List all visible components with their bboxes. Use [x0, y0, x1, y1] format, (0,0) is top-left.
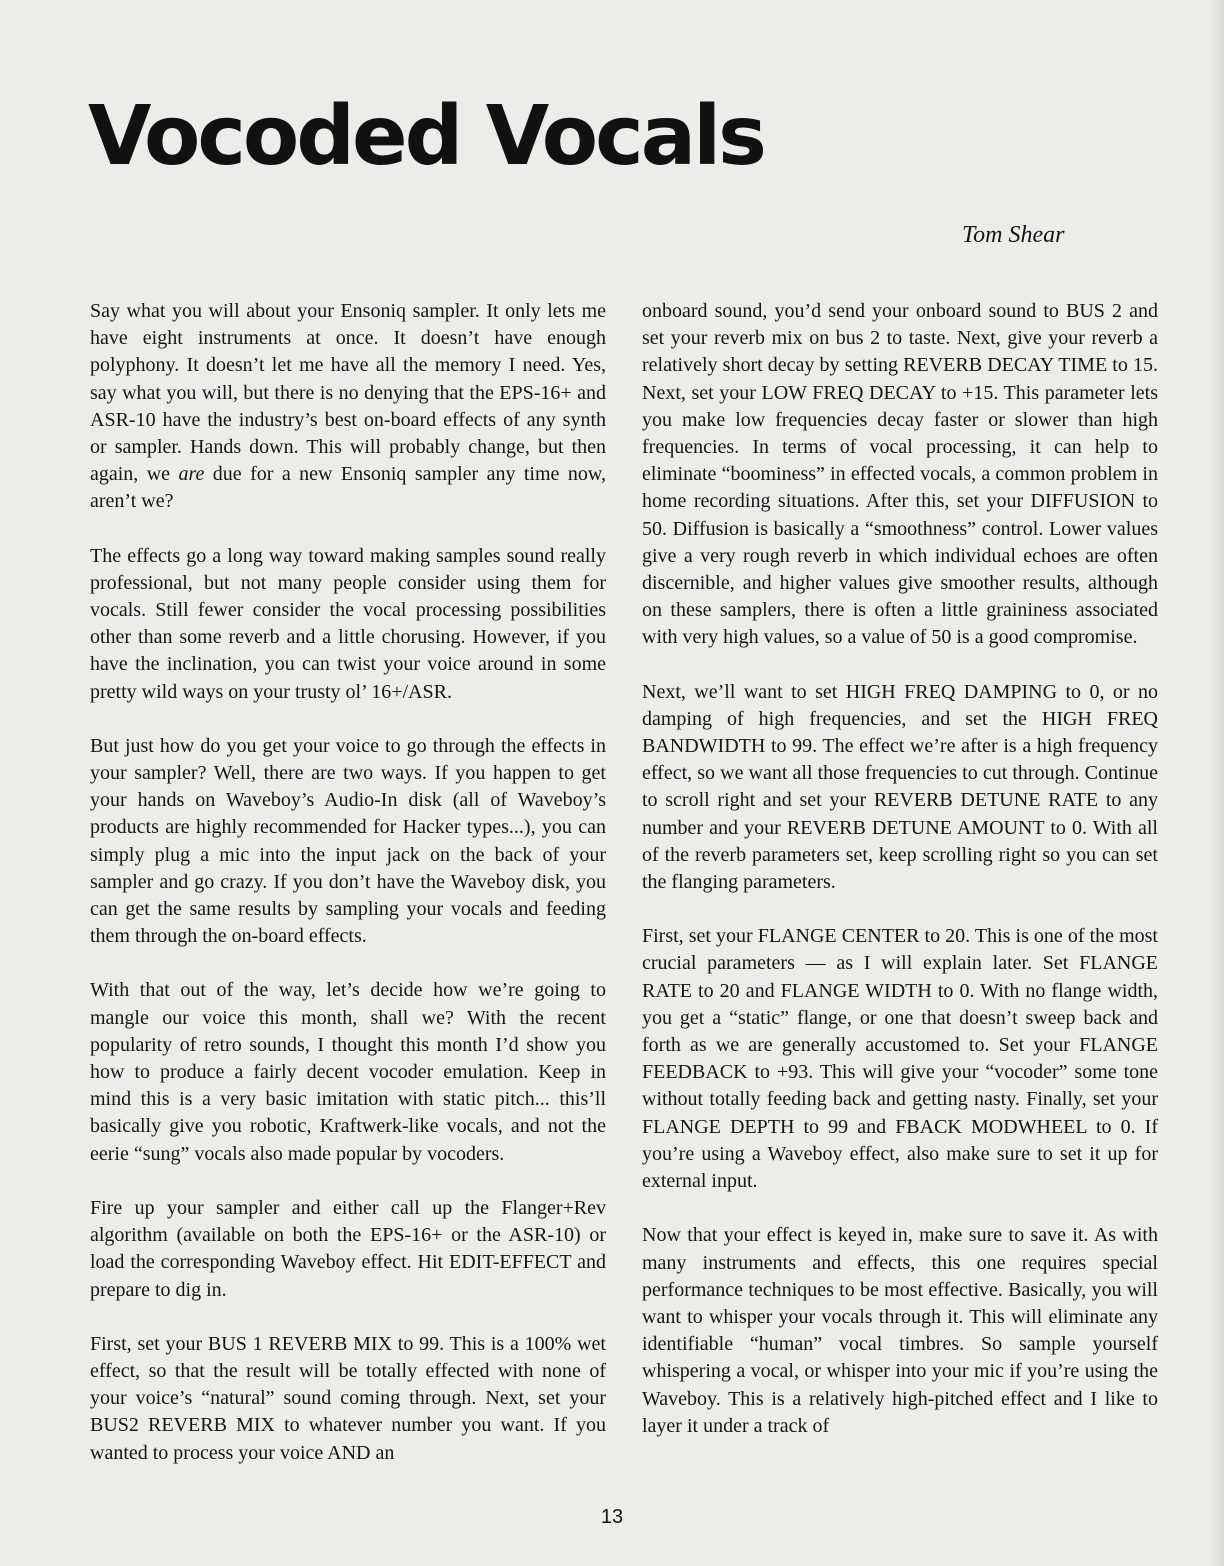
paragraph: onboard sound, you’d send your onboard sound to BUS 2 and set your reverb mix on bus 2 to taste. Next, give your reverb a relatively short decay by setting REVERB DECAY TIME to 15. Next, set your LOW FREQ DECAY to +15. This parameter lets you make low frequencies decay faster or slower than high frequencies. In terms of vocal processing, it can help to eliminate “boominess” in effected vocals, a common problem in home recording situations. After this, set your DIFFUSION to 50. Diffusion is basically a “smoothness” control. Lower values give a very rough reverb in which individual echoes are often discernible, and higher values give smoother results, although on these samplers, there is often a little graininess associated with very high values, so a value of 50 is a good compromise.	[642, 300, 1158, 649]
paragraph: Fire up your sampler and either call up the Flanger+Rev algorithm (available on both the EPS-16+ or the ASR-10) or load the corresponding Waveboy effect. Hit EDIT-EFFECT and prepare to dig in.	[90, 1196, 606, 1301]
article-title: Vocoded Vocals	[88, 89, 764, 184]
paragraph: Say what you will about your Ensoniq sampler. It only lets me have eight instruments at once. It doesn’t have enough polyphony. It doesn’t let me have all the memory I need. Yes, say what you will, but there is no denying that the EPS-16+ and ASR-10 have the industry’s best on-board effects of any synth or sampler. Hands down. This will probably change, but then again, we are due for a new Ensoniq sampler any time now, aren’t we?	[90, 300, 606, 513]
left-column	[90, 298, 606, 1494]
page-edge	[1210, 0, 1224, 1566]
paragraph: With that out of the way, let’s decide how we’re going to mangle our voice this month, shall we? With the recent popularity of retro sounds, I thought this month I’d show you how to produce a fairly decent vocoder emulation. Keep in mind this is a very basic imitation with static pitch... this’ll basically give you robotic, Kraftwerk-like vocals, and not the eerie “sung” vocals also made popular by vocoders.	[90, 979, 606, 1165]
paragraph: The effects go a long way toward making samples sound really professional, but not many people consider using them for vocals. Still fewer consider the vocal processing possibilities other than some reverb and a little chorusing. However, if you have the inclination, you can twist your voice around in some pretty wild ways on your trusty ol’ 16+/ASR.	[90, 544, 606, 703]
paragraph: First, set your FLANGE CENTER to 20. This is one of the most crucial parameters — as I will explain later. Set FLANGE RATE to 20 and FLANGE WIDTH to 0. With no flange width, you get a “static” flange, or one that doesn’t sweep back and forth as we are generally accustomed to. Set your FLANGE FEEDBACK to +93. This will give your “vocoder” some tone without totally feeding back and getting nasty. Finally, set your FLANGE DEPTH to 99 and FBACK MODWHEEL to 0. If you’re using a Waveboy effect, also make sure to set it up for external input.	[642, 925, 1158, 1193]
right-column	[642, 298, 1158, 1467]
paragraph: But just how do you get your voice to go through the effects in your sampler? Well, there are two ways. If you happen to get your hands on Waveboy’s Audio-In disk (all of Waveboy’s products are highly recommended for Hacker types...), you can simply plug a mic into the input jack on the back of your sampler and go crazy. If you don’t have the Waveboy disk, you can get the same results by sampling your vocals and feeding them through the on-board effects.	[90, 734, 606, 948]
paragraph: First, set your BUS 1 REVERB MIX to 99. This is a 100% wet effect, so that the result will be totally effected with none of your voice’s “natural” sound coming through. Next, set your BUS2 REVERB MIX to whatever number you want. If you wanted to process your voice AND an	[90, 1332, 606, 1464]
paragraph: Now that your effect is keyed in, make sure to save it. As with many instruments and effects, this one requires special performance techniques to be most effective. Basically, you will want to whisper your vocals through it. This will eliminate any identifiable “human” vocal timbres. So sample yourself whispering a vocal, or whisper into your mic if you’re using the Waveboy. This is a relatively high-pitched effect and I like to layer it under a track of	[642, 1224, 1158, 1437]
article-author: Tom Shear	[962, 222, 1065, 248]
emphasis: are	[178, 463, 205, 486]
paragraph: Next, we’ll want to set HIGH FREQ DAMPING to 0, or no damping of high frequencies, and set the HIGH FREQ BANDWIDTH to 99. The effect we’re after is a high frequency effect, so we want all those frequencies to cut through. Continue to scroll right and set your REVERB DETUNE RATE to any number and your REVERB DETUNE AMOUNT to 0. With all of the reverb parameters set, keep scrolling right so you can set the flanging parameters.	[642, 680, 1158, 894]
page-number: 13	[600, 1506, 624, 1528]
